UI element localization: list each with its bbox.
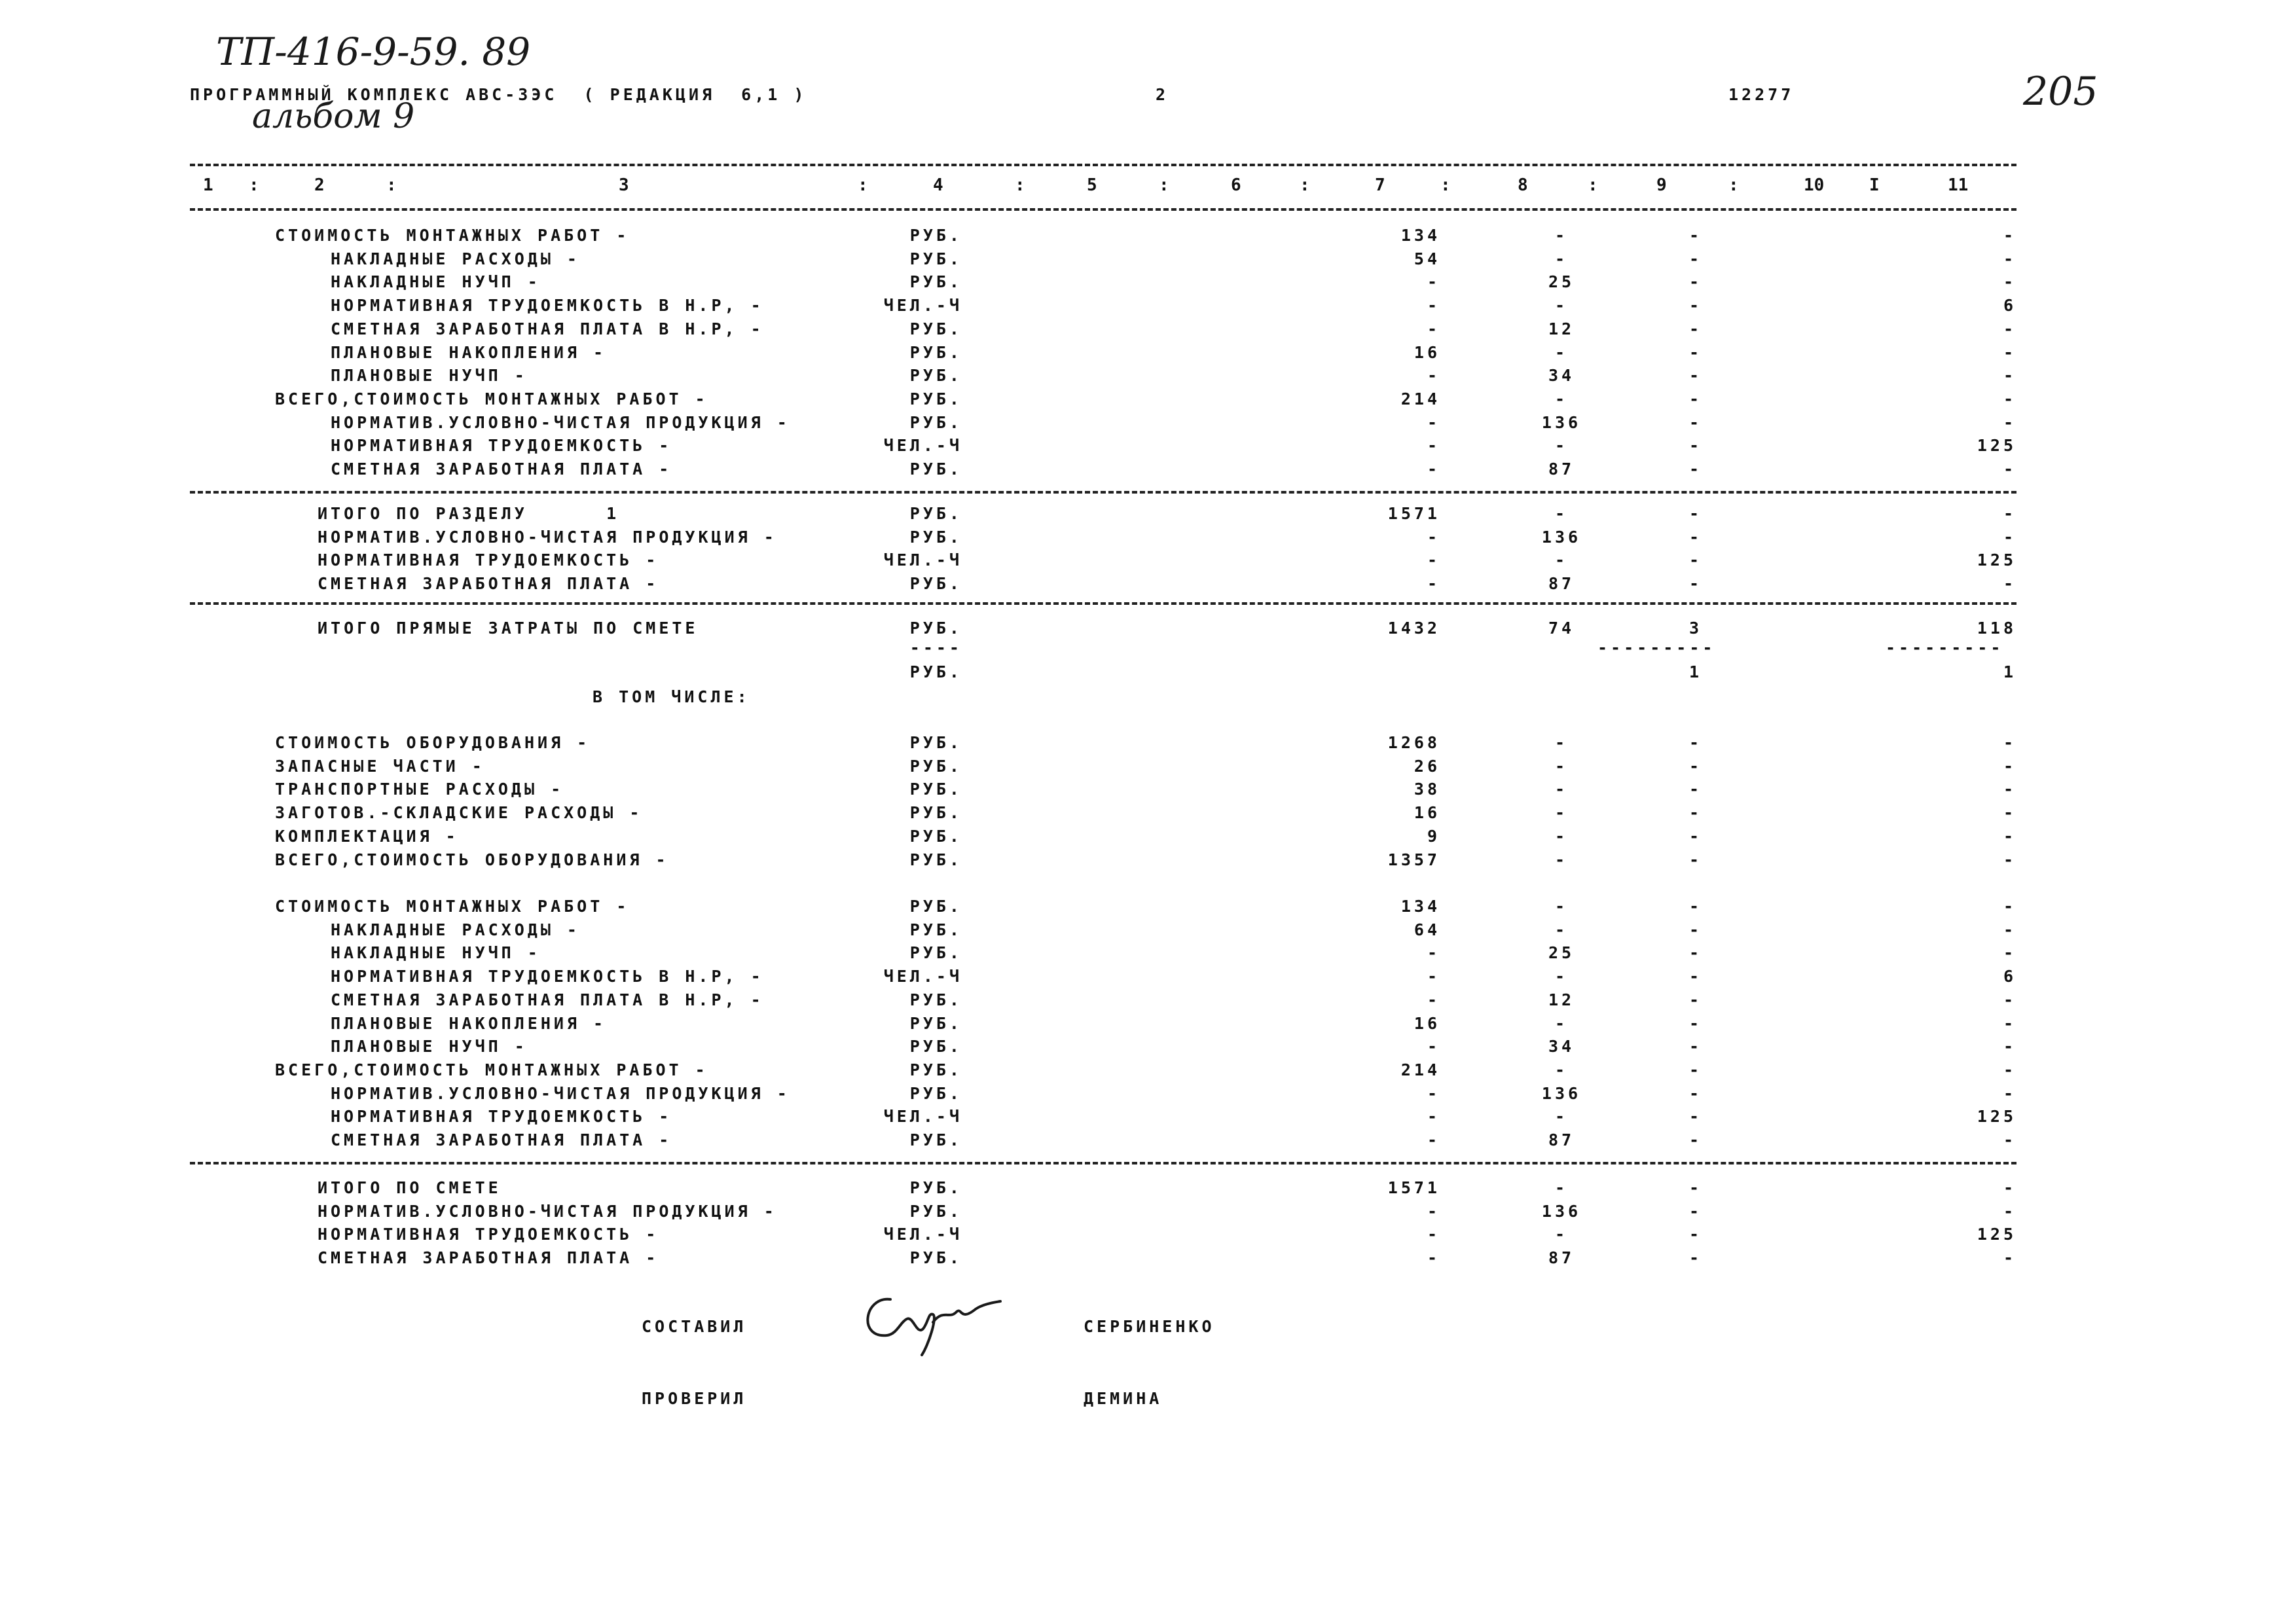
sheet-number: 2 [1156,85,1169,104]
row-unit: РУБ. [909,803,962,823]
section-rule [190,491,2016,494]
cell-col8: - [1554,389,1569,408]
cell-col9: - [1688,1130,1703,1149]
cell-col7: 64 [1414,920,1440,939]
cell-col8: 136 [1541,1083,1582,1103]
cell-col11: - [2003,756,2016,776]
cell-col7: 16 [1414,803,1440,823]
cell-col9: - [1688,226,1703,245]
cell-col8: 34 [1548,366,1575,386]
row-label: ПЛАНОВЫЕ НАКОПЛЕНИЯ - [331,342,607,362]
checked-label: ПРОВЕРИЛ [642,1389,747,1408]
cell-col9: - [1688,803,1703,823]
cell-col8: - [1554,1225,1569,1244]
cell-col8: - [1554,1060,1569,1079]
cell-col7: - [1427,412,1440,432]
column-header: 1 [203,175,213,195]
cell-col7: 134 [1400,897,1440,916]
row-label: КОМПЛЕКТАЦИЯ - [275,826,459,846]
column-header: 10 [1804,175,1825,195]
cell-col9: - [1688,342,1703,362]
row-unit: РУБ. [909,1178,962,1197]
cell-col7: - [1427,1083,1440,1103]
row-label: ПЛАНОВЫЕ НУЧП - [331,366,528,386]
row-label: ИТОГО ПО РАЗДЕЛУ 1 [318,504,620,523]
handwritten-doc-code: ТП-416-9-59. 89 [216,29,531,74]
row-unit: РУБ. [909,1248,962,1268]
cell-col7: - [1427,1201,1440,1221]
cell-col11: - [2003,504,2016,523]
column-separator: : [1300,175,1310,195]
total-rule [190,602,2016,605]
row-label: НОРМАТИВНАЯ ТРУДОЕМКОСТЬ В Н.Р, - [331,967,764,986]
row-label: НОРМАТИВ.УСЛОВНО-ЧИСТАЯ ПРОДУКЦИЯ - [318,1201,777,1221]
cell-col9: - [1688,1248,1703,1268]
cell-col9: - [1688,1225,1703,1244]
row-label: СТОИМОСТЬ МОНТАЖНЫХ РАБОТ - [275,226,630,245]
cell-col7: - [1427,1107,1440,1127]
cell-col7: 38 [1414,780,1440,799]
cell-col11: - [2003,733,2016,752]
cell-col11: - [2003,1248,2016,1268]
cell-col7: - [1427,272,1440,292]
cell-col8: - [1554,249,1569,268]
cell-col7: 54 [1414,249,1440,268]
cell-col8: - [1554,897,1569,916]
row-label: НОРМАТИВНАЯ ТРУДОЕМКОСТЬ В Н.Р, - [331,296,764,316]
cell-col11: - [2003,826,2016,846]
cell-col7: - [1427,943,1440,963]
cell-col9: - [1688,780,1703,799]
cell-col11: - [2003,527,2016,547]
cell-col9: - [1688,460,1703,478]
column-header: 5 [1087,175,1097,195]
column-separator: : [386,175,397,195]
cell-col7: 214 [1400,389,1440,408]
cell-col9: - [1688,1107,1703,1127]
row-unit: ЧЕЛ.-Ч [883,436,962,456]
row-unit: РУБ. [909,460,962,478]
row-unit: РУБ. [909,1130,962,1149]
cell-col8: 12 [1548,990,1575,1009]
row-label: ТРАНСПОРТНЫЕ РАСХОДЫ - [275,780,564,799]
row-unit: РУБ. [909,897,962,916]
row-unit: РУБ. [909,1037,962,1056]
cell-col9: - [1688,436,1703,456]
row-unit: РУБ. [909,619,962,638]
row-unit: РУБ. [909,1013,962,1033]
row-label: ВСЕГО,СТОИМОСТЬ МОНТАЖНЫХ РАБОТ - [275,389,708,408]
cell-col11: 6 [2003,296,2016,316]
row-label: ПЛАНОВЫЕ НУЧП - [331,1037,528,1056]
cell-col7: 9 [1427,826,1440,846]
row-label: НОРМАТИВНАЯ ТРУДОЕМКОСТЬ - [331,436,672,456]
cell-col11: - [2003,1178,2016,1197]
row-unit: РУБ. [909,1083,962,1103]
row-label: НАКЛАДНЫЕ РАСХОДЫ - [331,249,580,268]
including-caption: В ТОМ ЧИСЛЕ: [593,687,750,706]
column-header: 7 [1375,175,1385,195]
cell-col7: - [1427,1248,1440,1268]
cell-col7: 1571 [1387,1178,1440,1197]
row-label: СМЕТНАЯ ЗАРАБОТНАЯ ПЛАТА - [318,1248,659,1268]
cell-col7: - [1427,460,1440,478]
row-label: НОРМАТИВНАЯ ТРУДОЕМКОСТЬ - [318,1225,659,1244]
row-unit: ЧЕЛ.-Ч [883,550,962,570]
cell-col11: - [2003,943,2016,963]
cell-col8: 87 [1548,1130,1575,1149]
cell-col7: 1432 [1387,619,1440,638]
cell-col11: 125 [1977,1225,2016,1244]
cell-col7: 1571 [1387,504,1440,523]
cell-col11: - [2003,272,2016,292]
row-unit: РУБ. [909,272,962,292]
column-header: 6 [1231,175,1241,195]
cell-col7: - [1427,1225,1440,1244]
cell-col9: - [1688,943,1703,963]
row-unit: РУБ. [909,527,962,547]
cell-col8: - [1554,1107,1569,1127]
column-header: 8 [1518,175,1528,195]
cell-col9: - [1688,1201,1703,1221]
column-separator: : [249,175,259,195]
cell-col7: 1357 [1387,850,1440,869]
cell-col9: - [1688,272,1703,292]
header-rule-bottom [190,208,2016,211]
cell-col11: 118 [1977,619,2016,638]
cell-col8: - [1554,296,1569,316]
program-header: ПРОГРАММНЫЙ КОМПЛЕКС АВС-ЗЭС ( РЕДАКЦИЯ 6,1 ) [190,85,807,104]
handwritten-album: альбом 9 [252,97,415,136]
row-label: СМЕТНАЯ ЗАРАБОТНАЯ ПЛАТА - [331,460,672,478]
row-unit: РУБ. [909,990,962,1009]
compiled-name: СЕРБИНЕНКО [1084,1317,1215,1336]
cell-col9: - [1688,756,1703,776]
cell-col8: - [1554,550,1569,570]
compiled-label: СОСТАВИЛ [642,1317,747,1336]
cell-col11: - [2003,803,2016,823]
row-label: НОРМАТИВ.УСЛОВНО-ЧИСТАЯ ПРОДУКЦИЯ - [331,1083,790,1103]
row-label: ИТОГО ПРЯМЫЕ ЗАТРАТЫ ПО СМЕТЕ [318,619,699,638]
row-unit: РУБ. [909,342,962,362]
column-separator: I [1869,175,1880,195]
row-label: СТОИМОСТЬ ОБОРУДОВАНИЯ - [275,733,591,752]
row-label: НОРМАТИВ.УСЛОВНО-ЧИСТАЯ ПРОДУКЦИЯ - [331,412,790,432]
cell-col11: - [2003,897,2016,916]
cell-col11: 1 [2003,662,2016,681]
row-unit: ЧЕЛ.-Ч [883,296,962,316]
checked-name: ДЕМИНА [1084,1389,1163,1408]
cell-col8: - [1554,967,1569,986]
cell-col11: 125 [1977,1107,2016,1127]
cell-col8: 136 [1541,527,1582,547]
cell-col7: 134 [1400,226,1440,245]
cell-col8: 25 [1548,272,1575,292]
cell-col9: 3 [1688,619,1703,638]
row-label: ВСЕГО,СТОИМОСТЬ ОБОРУДОВАНИЯ - [275,850,669,869]
cell-col7: - [1427,1037,1440,1056]
row-unit: РУБ. [909,226,962,245]
row-unit: РУБ. [909,389,962,408]
cell-col8: 136 [1541,1201,1582,1221]
row-unit: РУБ. [909,756,962,776]
cell-col11: 125 [1977,436,2016,456]
cell-col9: - [1688,1060,1703,1079]
cell-col11: - [2003,850,2016,869]
cell-col9: - [1688,574,1703,594]
cell-col8: - [1554,1178,1569,1197]
cell-col8: - [1554,780,1569,799]
row-label: СТОИМОСТЬ МОНТАЖНЫХ РАБОТ - [275,897,630,916]
column-separator: : [1440,175,1451,195]
cell-col7: 16 [1414,1013,1440,1033]
cell-col11: - [2003,780,2016,799]
cell-col11: - [2003,412,2016,432]
row-unit: РУБ. [909,662,962,681]
cell-col9: - [1688,990,1703,1009]
row-unit: РУБ. [909,920,962,939]
cell-col7: - [1427,436,1440,456]
row-unit: РУБ. [909,319,962,338]
column-header: 3 [619,175,629,195]
cell-col8: 74 [1548,619,1575,638]
column-separator: : [858,175,868,195]
cell-col7: - [1427,990,1440,1009]
cell-col9: - [1688,920,1703,939]
column-separator: : [1588,175,1598,195]
cell-col11: - [2003,1083,2016,1103]
cell-col11: - [2003,460,2016,478]
row-label: СМЕТНАЯ ЗАРАБОТНАЯ ПЛАТА - [331,1130,672,1149]
cell-col9: - [1688,389,1703,408]
cell-col7: - [1427,550,1440,570]
cell-col11: 6 [2003,967,2016,986]
cell-col7: - [1427,366,1440,386]
cell-col9: - [1688,1083,1703,1103]
cell-col8: 87 [1548,1248,1575,1268]
cell-col7: 1268 [1387,733,1440,752]
row-label: НАКЛАДНЫЕ НУЧП - [331,272,541,292]
row-unit: РУБ. [909,826,962,846]
cell-col8: 12 [1548,319,1575,338]
cell-col11: 125 [1977,550,2016,570]
column-header: 11 [1948,175,1969,195]
cell-col9: - [1688,550,1703,570]
cell-col8: - [1554,436,1569,456]
row-dashes: ---- [909,638,962,657]
row-unit: ЧЕЛ.-Ч [883,967,962,986]
cell-col8: 25 [1548,943,1575,963]
row-label: СМЕТНАЯ ЗАРАБОТНАЯ ПЛАТА В Н.Р, - [331,319,764,338]
row-label: НОРМАТИВНАЯ ТРУДОЕМКОСТЬ - [331,1107,672,1127]
document-code: 12277 [1728,85,1795,104]
cell-col8: - [1554,803,1569,823]
cell-col9: - [1688,412,1703,432]
row-label: СМЕТНАЯ ЗАРАБОТНАЯ ПЛАТА В Н.Р, - [331,990,764,1009]
column-header: 9 [1656,175,1667,195]
column-separator: : [1728,175,1739,195]
cell-col11: - [2003,366,2016,386]
row-unit: ЧЕЛ.-Ч [883,1107,962,1127]
cell-col11: - [2003,1013,2016,1033]
row-unit: РУБ. [909,1060,962,1079]
row-unit: РУБ. [909,504,962,523]
row-label: ПЛАНОВЫЕ НАКОПЛЕНИЯ - [331,1013,607,1033]
column-header: 2 [314,175,325,195]
section-rule [190,1162,2016,1164]
column-separator: : [1159,175,1169,195]
cell-col9: 1 [1688,662,1703,681]
row-label: ЗАГОТОВ.-СКЛАДСКИЕ РАСХОДЫ - [275,803,643,823]
cell-col9: - [1688,967,1703,986]
cell-col8: - [1554,342,1569,362]
cell-col7: - [1427,319,1440,338]
cell-col9: - [1688,296,1703,316]
cell-col7: 16 [1414,342,1440,362]
cell-col7: 26 [1414,756,1440,776]
cell-col9: - [1688,850,1703,869]
cell-col8: 136 [1541,412,1582,432]
row-label: НАКЛАДНЫЕ РАСХОДЫ - [331,920,580,939]
row-unit: РУБ. [909,1201,962,1221]
handwritten-page-number: 205 [2023,69,2098,115]
row-label: ВСЕГО,СТОИМОСТЬ МОНТАЖНЫХ РАБОТ - [275,1060,708,1079]
cell-col8: - [1554,504,1569,523]
row-unit: РУБ. [909,733,962,752]
cell-col9: - [1688,1037,1703,1056]
cell-col11: - [2003,319,2016,338]
cell-col7: - [1427,1130,1440,1149]
row-label: СМЕТНАЯ ЗАРАБОТНАЯ ПЛАТА - [318,574,659,594]
cell-col11: - [2003,249,2016,268]
cell-col8: - [1554,826,1569,846]
cell-col7: - [1427,296,1440,316]
cell-col11: - [2003,1037,2016,1056]
cell-col9: - [1688,1178,1703,1197]
cell-col9: - [1688,319,1703,338]
cell-col8: - [1554,920,1569,939]
cell-col9: - [1688,366,1703,386]
row-unit: РУБ. [909,412,962,432]
row-label: НАКЛАДНЫЕ НУЧП - [331,943,541,963]
cell-col9: - [1688,826,1703,846]
cell-col8: 87 [1548,460,1575,478]
cell-col8: - [1554,733,1569,752]
cell-col8: - [1554,756,1569,776]
row-dashes: --------- [1597,638,1716,657]
column-separator: : [1015,175,1025,195]
cell-col7: - [1427,967,1440,986]
cell-col9: - [1688,897,1703,916]
cell-col9: - [1688,504,1703,523]
cell-col7: - [1427,527,1440,547]
cell-col8: - [1554,850,1569,869]
cell-col8: - [1554,1013,1569,1033]
cell-col9: - [1688,1013,1703,1033]
row-label: ЗАПАСНЫЕ ЧАСТИ - [275,756,485,776]
header-rule-top [190,164,2016,166]
cell-col8: 87 [1548,574,1575,594]
cell-col9: - [1688,249,1703,268]
cell-col9: - [1688,733,1703,752]
column-header: 4 [933,175,943,195]
row-label: ИТОГО ПО СМЕТЕ [318,1178,502,1197]
row-unit: РУБ. [909,850,962,869]
row-unit: РУБ. [909,943,962,963]
row-unit: РУБ. [909,366,962,386]
cell-col11: - [2003,342,2016,362]
cell-col11: - [2003,1130,2016,1149]
row-unit: РУБ. [909,249,962,268]
cell-col11: - [2003,1060,2016,1079]
cell-col11: - [2003,574,2016,594]
cell-col11: - [2003,990,2016,1009]
cell-col11: - [2003,920,2016,939]
row-unit: РУБ. [909,780,962,799]
row-unit: ЧЕЛ.-Ч [883,1225,962,1244]
cell-col11: - [2003,389,2016,408]
cell-col11: - [2003,1201,2016,1221]
cell-col11: - [2003,226,2016,245]
row-label: НОРМАТИВНАЯ ТРУДОЕМКОСТЬ - [318,550,659,570]
row-dashes: --------- [1886,638,2004,657]
row-unit: РУБ. [909,574,962,594]
cell-col8: - [1554,226,1569,245]
cell-col9: - [1688,527,1703,547]
row-label: НОРМАТИВ.УСЛОВНО-ЧИСТАЯ ПРОДУКЦИЯ - [318,527,777,547]
cell-col7: - [1427,574,1440,594]
cell-col8: 34 [1548,1037,1575,1056]
cell-col7: 214 [1400,1060,1440,1079]
